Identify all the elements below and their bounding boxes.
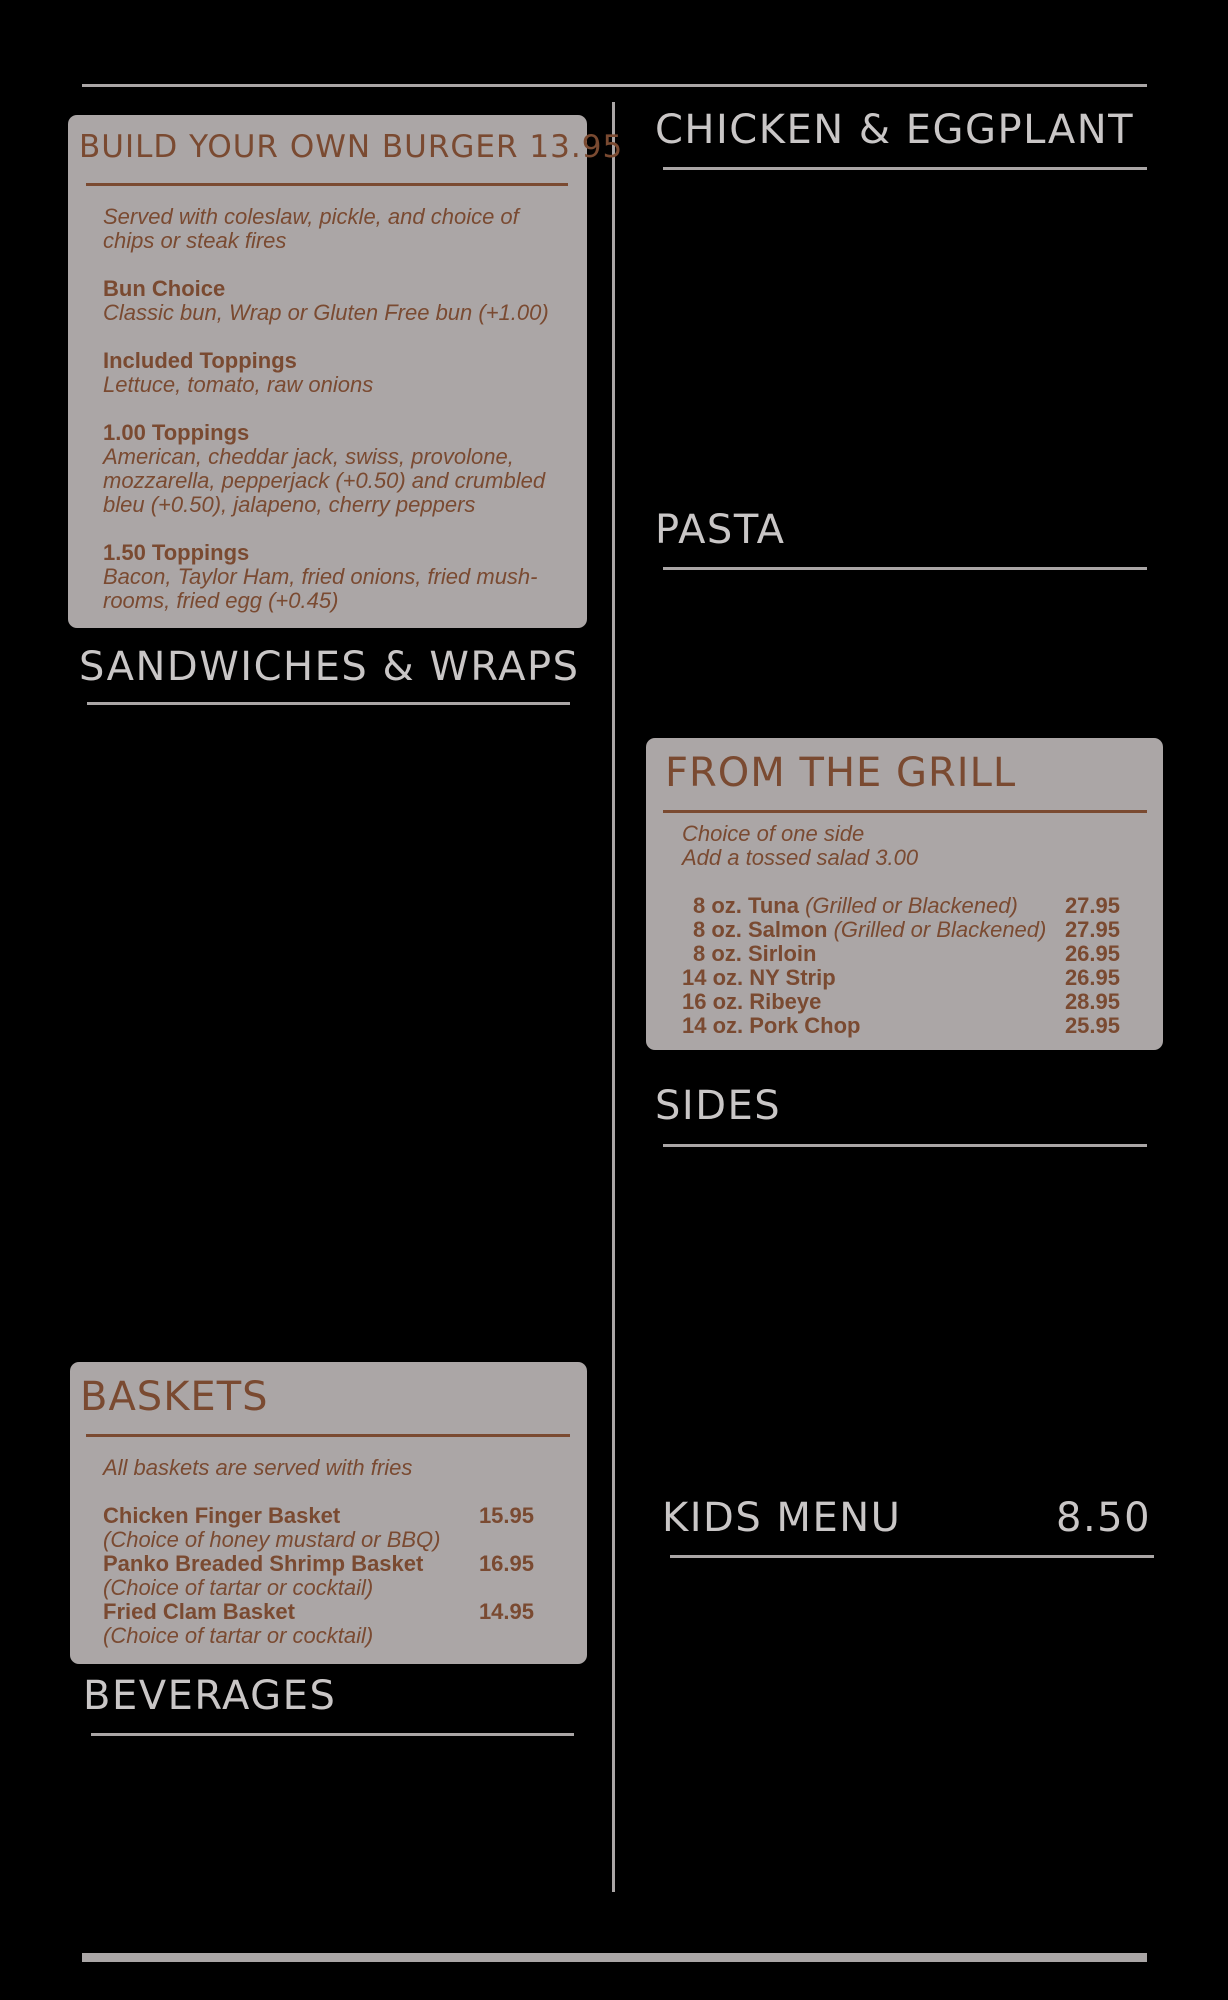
column-divider: [612, 102, 615, 1892]
basket-name: Fried Clam Basket: [103, 1599, 295, 1624]
toppings-100-heading: 1.00 Toppings: [103, 420, 250, 445]
grill-item: [682, 990, 821, 1014]
grill-item: [682, 966, 836, 990]
toppings-150-text: Bacon, Taylor Ham, fried onions, fried mush-: [103, 564, 538, 589]
toppings-150-heading: 1.50 Toppings: [103, 540, 250, 565]
burger-intro: Served with coleslaw, pickle, and choice of: [103, 204, 519, 229]
grill-item-name: 8 oz. Salmon: [693, 917, 828, 942]
basket-price: 16.95: [478, 1551, 534, 1576]
basket-name: Chicken Finger Basket: [103, 1503, 341, 1528]
grill-title-rule: [663, 810, 1147, 813]
basket-choice: (Choice of honey mustard or BBQ): [103, 1527, 441, 1552]
beverages-rule: [91, 1733, 574, 1736]
grill-item-name: 8 oz. Tuna: [693, 893, 799, 918]
chicken-eggplant-rule: [663, 167, 1147, 170]
grill-item: [682, 1014, 860, 1038]
burger-title: BUILD YOUR OWN BURGER 13.95: [79, 129, 624, 165]
included-toppings-text: Lettuce, tomato, raw onions: [103, 372, 374, 397]
sides-rule: [663, 1144, 1147, 1147]
basket-choice: (Choice of tartar or cocktail): [103, 1623, 374, 1648]
basket-name: Panko Breaded Shrimp Basket: [103, 1551, 424, 1576]
sandwiches-heading: SANDWICHES & WRAPS: [79, 644, 580, 690]
sides-heading: SIDES: [655, 1083, 782, 1129]
grill-item-price: 27.95: [1064, 893, 1120, 918]
burger-intro: chips or steak fires: [103, 228, 287, 253]
burger-title-rule: [86, 183, 568, 186]
basket-price: 15.95: [478, 1503, 534, 1528]
grill-item-name: 16 oz. Ribeye: [682, 989, 822, 1014]
grill-item-price: 26.95: [1064, 965, 1120, 990]
grill-item-name: 14 oz. Pork Chop: [682, 1013, 861, 1038]
baskets-title-rule: [86, 1434, 570, 1437]
included-toppings-heading: Included Toppings: [103, 348, 297, 373]
kids-menu-rule: [670, 1555, 1154, 1558]
grill-item: [693, 894, 1018, 918]
grill-item-detail: (Grilled or Blackened): [805, 893, 1018, 918]
bun-choice-heading: Bun Choice: [103, 276, 226, 301]
grill-card: [646, 738, 1163, 1050]
toppings-100-text: mozzarella, pepperjack (+0.50) and crumbled: [103, 468, 546, 493]
grill-item-price: 25.95: [1064, 1013, 1120, 1038]
bottom-rule: [82, 1953, 1147, 1962]
grill-note: Add a tossed salad 3.00: [682, 845, 919, 870]
grill-title: FROM THE GRILL: [665, 750, 1017, 796]
top-rule: [82, 84, 1147, 87]
basket-price: 14.95: [478, 1599, 534, 1624]
toppings-150-text: rooms, fried egg (+0.45): [103, 588, 339, 613]
chicken-eggplant-heading: CHICKEN & EGGPLANT: [655, 107, 1135, 153]
grill-item-price: 28.95: [1064, 989, 1120, 1014]
grill-item-name: 14 oz. NY Strip: [682, 965, 836, 990]
grill-item: [693, 918, 1046, 942]
pasta-rule: [663, 567, 1147, 570]
grill-item-detail: (Grilled or Blackened): [833, 917, 1047, 942]
beverages-heading: BEVERAGES: [83, 1673, 337, 1719]
baskets-note: All baskets are served with fries: [103, 1455, 413, 1480]
baskets-card: [70, 1362, 587, 1664]
kids-menu-heading: KIDS MENU: [662, 1495, 902, 1541]
baskets-title: BASKETS: [80, 1374, 269, 1420]
grill-item-name: 8 oz. Sirloin: [693, 941, 817, 966]
grill-item: [693, 942, 816, 966]
burger-card: [68, 115, 624, 628]
grill-item-price: 27.95: [1064, 917, 1120, 942]
kids-menu-price: 8.50: [1056, 1495, 1152, 1541]
sandwiches-rule: [87, 702, 570, 705]
grill-item-price: 26.95: [1064, 941, 1120, 966]
pasta-heading: PASTA: [655, 507, 786, 553]
basket-choice: (Choice of tartar or cocktail): [103, 1575, 374, 1600]
bun-choice-text: Classic bun, Wrap or Gluten Free bun (+1.00): [103, 300, 549, 325]
grill-note: Choice of one side: [682, 821, 865, 846]
toppings-100-text: American, cheddar jack, swiss, provolone,: [103, 444, 514, 469]
toppings-100-text: bleu (+0.50), jalapeno, cherry peppers: [103, 492, 476, 517]
